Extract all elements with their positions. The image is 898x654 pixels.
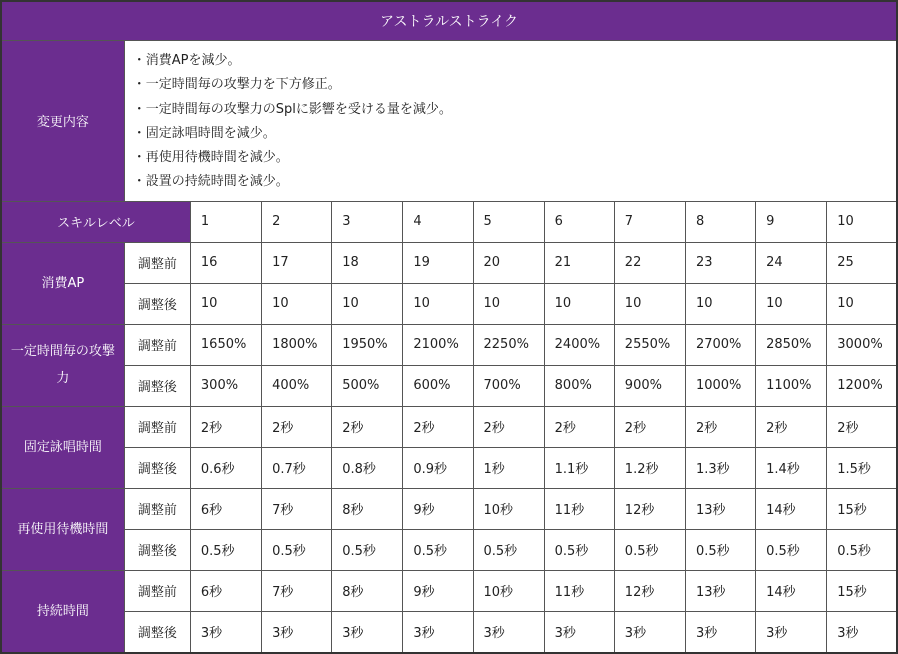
value-cell: 2秒 <box>262 406 332 447</box>
stat-label-text: 再使用待機時間 <box>17 521 109 537</box>
before-label: 調整前 <box>124 324 190 365</box>
stat-label <box>1 570 124 653</box>
value-cell: 1.3秒 <box>685 447 755 488</box>
value-cell: 1200% <box>827 365 897 406</box>
value-cell: 19 <box>403 242 473 283</box>
value-cell: 3000% <box>827 324 897 365</box>
value-cell: 1.1秒 <box>544 447 614 488</box>
before-label: 調整前 <box>124 242 190 283</box>
stat-row-before <box>1 242 897 283</box>
value-cell: 3秒 <box>332 611 403 653</box>
value-cell: 400% <box>262 365 332 406</box>
value-cell: 0.6秒 <box>190 447 261 488</box>
skill-level-label: スキルレベル <box>1 201 190 242</box>
value-cell: 2850% <box>756 324 827 365</box>
value-cell: 2100% <box>403 324 473 365</box>
change-line: ・固定詠唱時間を減少。 <box>132 125 276 141</box>
value-cell: 700% <box>473 365 544 406</box>
value-cell: 500% <box>332 365 403 406</box>
value-cell: 15秒 <box>827 570 897 611</box>
level-header-cell: 7 <box>614 201 685 242</box>
value-cell: 7秒 <box>262 570 332 611</box>
stat-row-before <box>1 488 897 529</box>
value-cell: 12秒 <box>614 570 685 611</box>
change-line: ・再使用待機時間を減少。 <box>132 150 289 166</box>
value-cell: 6秒 <box>190 570 261 611</box>
value-cell: 10 <box>473 283 544 324</box>
value-cell: 11秒 <box>544 488 614 529</box>
value-cell: 0.5秒 <box>262 529 332 570</box>
stat-label <box>1 406 124 488</box>
before-label: 調整前 <box>124 570 190 611</box>
value-cell: 24 <box>756 242 827 283</box>
value-cell: 0.5秒 <box>190 529 261 570</box>
value-cell: 0.7秒 <box>262 447 332 488</box>
value-cell: 10 <box>614 283 685 324</box>
value-cell: 0.5秒 <box>332 529 403 570</box>
skill-level-row <box>1 201 897 242</box>
value-cell: 3秒 <box>756 611 827 653</box>
value-cell: 10 <box>827 283 897 324</box>
value-cell: 8秒 <box>332 570 403 611</box>
level-header-cell: 10 <box>827 201 897 242</box>
value-cell: 10秒 <box>473 570 544 611</box>
value-cell: 10秒 <box>473 488 544 529</box>
value-cell: 1650% <box>190 324 261 365</box>
value-cell: 1.2秒 <box>614 447 685 488</box>
stat-label-text: 消費AP <box>41 275 85 291</box>
value-cell: 10 <box>756 283 827 324</box>
value-cell: 22 <box>614 242 685 283</box>
value-cell: 10 <box>403 283 473 324</box>
value-cell: 2秒 <box>190 406 261 447</box>
value-cell: 2秒 <box>685 406 755 447</box>
value-cell: 1950% <box>332 324 403 365</box>
value-cell: 10 <box>332 283 403 324</box>
value-cell: 10 <box>544 283 614 324</box>
stat-row-before <box>1 324 897 365</box>
change-line: ・一定時間毎の攻撃力のSplに影響を受ける量を減少。 <box>132 101 452 117</box>
value-cell: 0.5秒 <box>473 529 544 570</box>
value-cell: 13秒 <box>685 570 755 611</box>
value-cell: 25 <box>827 242 897 283</box>
value-cell: 0.8秒 <box>332 447 403 488</box>
stat-row-before <box>1 570 897 611</box>
value-cell: 3秒 <box>827 611 897 653</box>
value-cell: 9秒 <box>403 570 473 611</box>
value-cell: 6秒 <box>190 488 261 529</box>
title-row <box>1 1 897 41</box>
before-label: 調整前 <box>124 406 190 447</box>
change-line: ・設置の持続時間を減少。 <box>132 174 289 190</box>
value-cell: 7秒 <box>262 488 332 529</box>
value-cell: 0.5秒 <box>614 529 685 570</box>
changes-label: 変更内容 <box>1 41 124 202</box>
stat-row-before <box>1 406 897 447</box>
changes-row <box>1 41 897 202</box>
changes-list <box>124 41 897 202</box>
stat-label-text: 一定時間毎の攻撃力 <box>10 344 115 387</box>
value-cell: 300% <box>190 365 261 406</box>
stat-label-text: 固定詠唱時間 <box>23 439 102 455</box>
stat-label <box>1 488 124 570</box>
stat-row-after <box>1 283 897 324</box>
value-cell: 3秒 <box>403 611 473 653</box>
after-label: 調整後 <box>124 447 190 488</box>
stat-row-after <box>1 365 897 406</box>
value-cell: 0.5秒 <box>403 529 473 570</box>
value-cell: 3秒 <box>262 611 332 653</box>
value-cell: 2秒 <box>403 406 473 447</box>
value-cell: 2250% <box>473 324 544 365</box>
value-cell: 2700% <box>685 324 755 365</box>
stat-label-text: 持続時間 <box>36 603 89 619</box>
after-label: 調整後 <box>124 529 190 570</box>
value-cell: 21 <box>544 242 614 283</box>
value-cell: 17 <box>262 242 332 283</box>
value-cell: 14秒 <box>756 570 827 611</box>
value-cell: 0.9秒 <box>403 447 473 488</box>
after-label: 調整後 <box>124 611 190 653</box>
value-cell: 2550% <box>614 324 685 365</box>
value-cell: 2秒 <box>614 406 685 447</box>
value-cell: 0.5秒 <box>685 529 755 570</box>
value-cell: 23 <box>685 242 755 283</box>
value-cell: 1800% <box>262 324 332 365</box>
value-cell: 2秒 <box>827 406 897 447</box>
stat-label <box>1 242 124 324</box>
stat-row-after <box>1 611 897 653</box>
before-label: 調整前 <box>124 488 190 529</box>
value-cell: 1秒 <box>473 447 544 488</box>
value-cell: 13秒 <box>685 488 755 529</box>
table-title: アストラルストライク <box>1 1 897 41</box>
value-cell: 0.5秒 <box>756 529 827 570</box>
value-cell: 2秒 <box>473 406 544 447</box>
value-cell: 11秒 <box>544 570 614 611</box>
value-cell: 18 <box>332 242 403 283</box>
value-cell: 3秒 <box>544 611 614 653</box>
value-cell: 3秒 <box>685 611 755 653</box>
value-cell: 2秒 <box>756 406 827 447</box>
value-cell: 800% <box>544 365 614 406</box>
level-header-cell: 5 <box>473 201 544 242</box>
value-cell: 0.5秒 <box>827 529 897 570</box>
level-header-cell: 8 <box>685 201 755 242</box>
value-cell: 1000% <box>685 365 755 406</box>
value-cell: 3秒 <box>473 611 544 653</box>
value-cell: 8秒 <box>332 488 403 529</box>
value-cell: 20 <box>473 242 544 283</box>
value-cell: 10 <box>685 283 755 324</box>
value-cell: 12秒 <box>614 488 685 529</box>
value-cell: 9秒 <box>403 488 473 529</box>
value-cell: 14秒 <box>756 488 827 529</box>
level-header-cell: 9 <box>756 201 827 242</box>
value-cell: 16 <box>190 242 261 283</box>
level-header-cell: 1 <box>190 201 261 242</box>
value-cell: 1.4秒 <box>756 447 827 488</box>
value-cell: 3秒 <box>614 611 685 653</box>
value-cell: 0.5秒 <box>544 529 614 570</box>
value-cell: 10 <box>190 283 261 324</box>
value-cell: 15秒 <box>827 488 897 529</box>
value-cell: 3秒 <box>190 611 261 653</box>
level-header-cell: 3 <box>332 201 403 242</box>
level-header-cell: 4 <box>403 201 473 242</box>
value-cell: 10 <box>262 283 332 324</box>
stat-row-after <box>1 447 897 488</box>
change-line: ・一定時間毎の攻撃力を下方修正。 <box>132 77 341 93</box>
level-header-cell: 2 <box>262 201 332 242</box>
value-cell: 2400% <box>544 324 614 365</box>
value-cell: 600% <box>403 365 473 406</box>
value-cell: 2秒 <box>544 406 614 447</box>
after-label: 調整後 <box>124 365 190 406</box>
value-cell: 1100% <box>756 365 827 406</box>
change-line: ・消費APを減少。 <box>132 53 241 68</box>
after-label: 調整後 <box>124 283 190 324</box>
level-header-cell: 6 <box>544 201 614 242</box>
stat-row-after <box>1 529 897 570</box>
value-cell: 900% <box>614 365 685 406</box>
value-cell: 2秒 <box>332 406 403 447</box>
table-body <box>1 1 897 653</box>
value-cell: 1.5秒 <box>827 447 897 488</box>
stat-label <box>1 324 124 406</box>
